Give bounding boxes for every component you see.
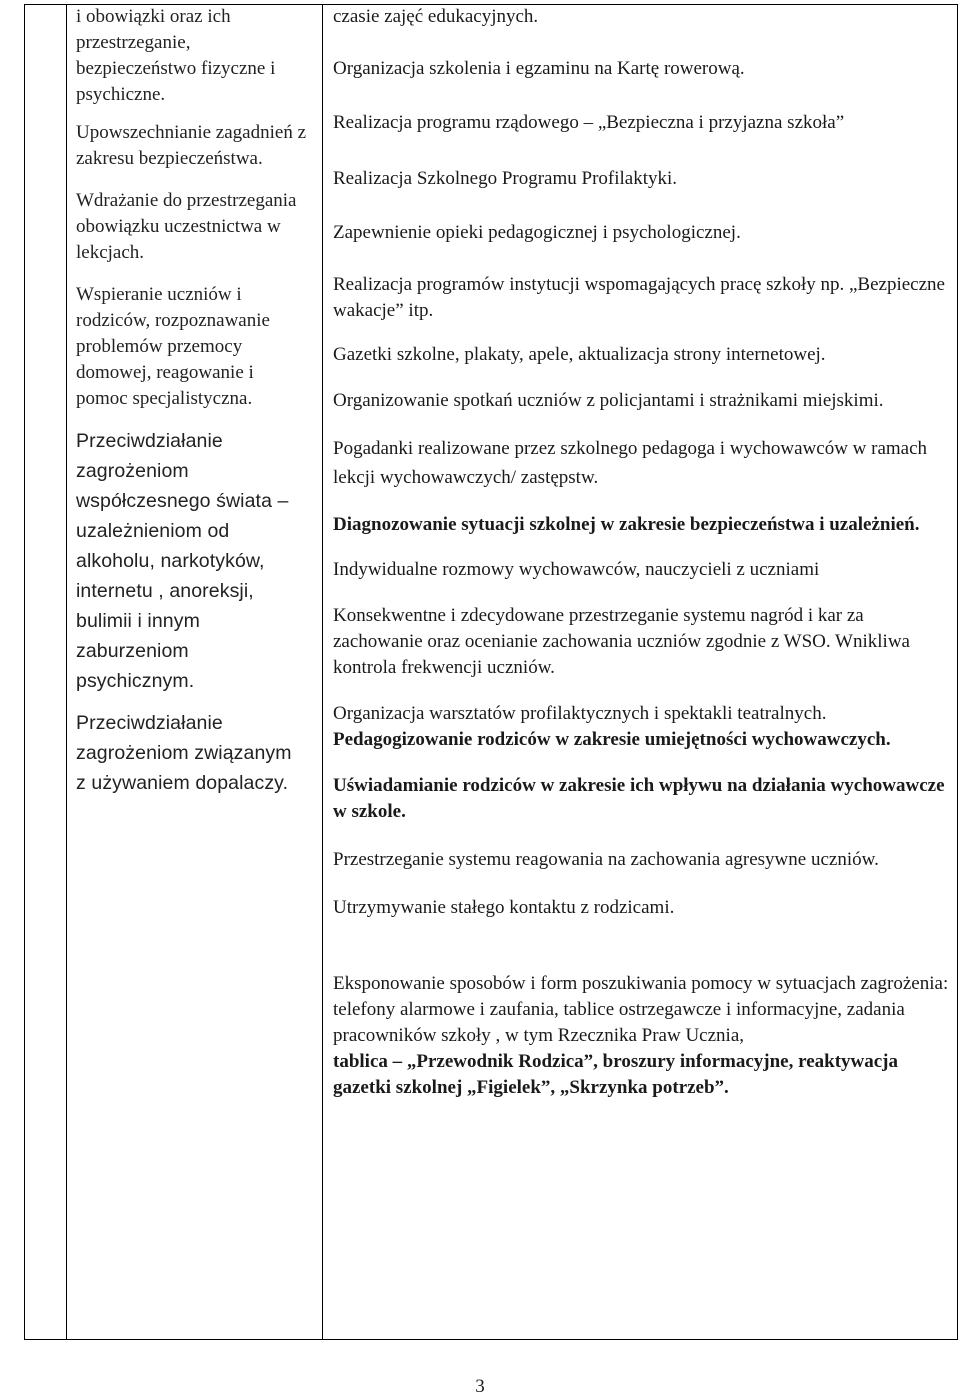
method-item: Realizacja Szkolnego Programu Profilaktyki.	[333, 168, 678, 189]
task-item: Przeciwdziałanie zagrożeniom współczesnego świata – uzależnieniom od alkoholu, narkotyków, internetu , anoreksji, bulimii i innym zaburzeniom psychicznym.	[76, 430, 289, 692]
method-item	[333, 945, 951, 1101]
method-item: Pogadanki realizowane przez szkolnego pedagoga i wychowawców w ramach lekcji wychowawczych/ zastępstw.	[333, 438, 928, 488]
method-item: Indywidualne rozmowy wychowawców, nauczycieli z uczniami	[333, 559, 820, 580]
task-item: Przeciwdziałanie zagrożeniom związanym z używaniem dopalaczy.	[76, 712, 292, 794]
methods-column	[333, 4, 951, 1101]
method-item-bold: Diagnozowanie sytuacji szkolnej w zakresie bezpieczeństwa i uzależnień.	[333, 514, 920, 535]
method-item: Utrzymywanie stałego kontaktu z rodzicami.	[333, 897, 675, 918]
page-number: 3	[475, 1376, 485, 1397]
method-item: Organizacja szkolenia i egzaminu na Kartę rowerową.	[333, 58, 745, 79]
method-item-bold: Uświadamianie rodziców w zakresie ich wpływu na działania wychowawcze w szkole.	[333, 775, 945, 822]
method-item: Realizacja programów instytucji wspomagających pracę szkoły np. „Bezpieczne wakacje” itp.	[333, 274, 945, 321]
method-item: Konsekwentne i zdecydowane przestrzeganie systemu nagród i kar za zachowanie oraz ocenianie zachowania uczniów zgodnie z WSO. Wnikliwa kontrola frekwencji uczniów.	[333, 605, 910, 678]
table-column-divider-2	[322, 5, 323, 1339]
method-item: Zapewnienie opieki pedagogicznej i psychologicznej.	[333, 222, 741, 243]
tasks-column	[76, 4, 306, 810]
task-item: Wspieranie uczniów i rodziców, rozpoznawanie problemów przemocy domowej, reagowanie i pomoc specjalistyczna.	[76, 284, 270, 409]
table-column-divider-1	[66, 5, 67, 1339]
method-item: Organizacja warsztatów profilaktycznych i spektakli teatralnych.	[333, 703, 827, 724]
method-item-text: Eksponowanie sposobów i form poszukiwania pomocy w sytuacjach zagrożenia: telefony alarmowe i zaufania, tablice ostrzegawcze i informacyjne, zadania pracowników szkoły , w tym Rzecznika Praw Ucznia,	[333, 973, 949, 1046]
method-item-bold: Pedagogizowanie rodziców w zakresie umiejętności wychowawczych.	[333, 729, 891, 750]
task-item: Upowszechnianie zagadnień z zakresu bezpieczeństwa.	[76, 122, 307, 169]
method-item: Realizacja programu rządowego – „Bezpieczna i przyjazna szkoła”	[333, 112, 845, 133]
task-item: i obowiązki oraz ich przestrzeganie, bezpieczeństwo fizyczne i psychiczne.	[76, 6, 276, 105]
method-item: Organizowanie spotkań uczniów z policjantami i strażnikami miejskimi.	[333, 390, 884, 411]
method-item-bold-text: tablica – „Przewodnik Rodzica”, broszury informacyjne, reaktywacja gazetki szkolnej „Figielek”, „Skrzynka potrzeb”.	[333, 1051, 898, 1098]
method-item: czasie zajęć edukacyjnych.	[333, 6, 539, 27]
task-item: Wdrażanie do przestrzegania obowiązku uczestnictwa w lekcjach.	[76, 190, 297, 263]
method-item: Gazetki szkolne, plakaty, apele, aktualizacja strony internetowej.	[333, 344, 826, 365]
method-item: Przestrzeganie systemu reagowania na zachowania agresywne uczniów.	[333, 849, 879, 870]
